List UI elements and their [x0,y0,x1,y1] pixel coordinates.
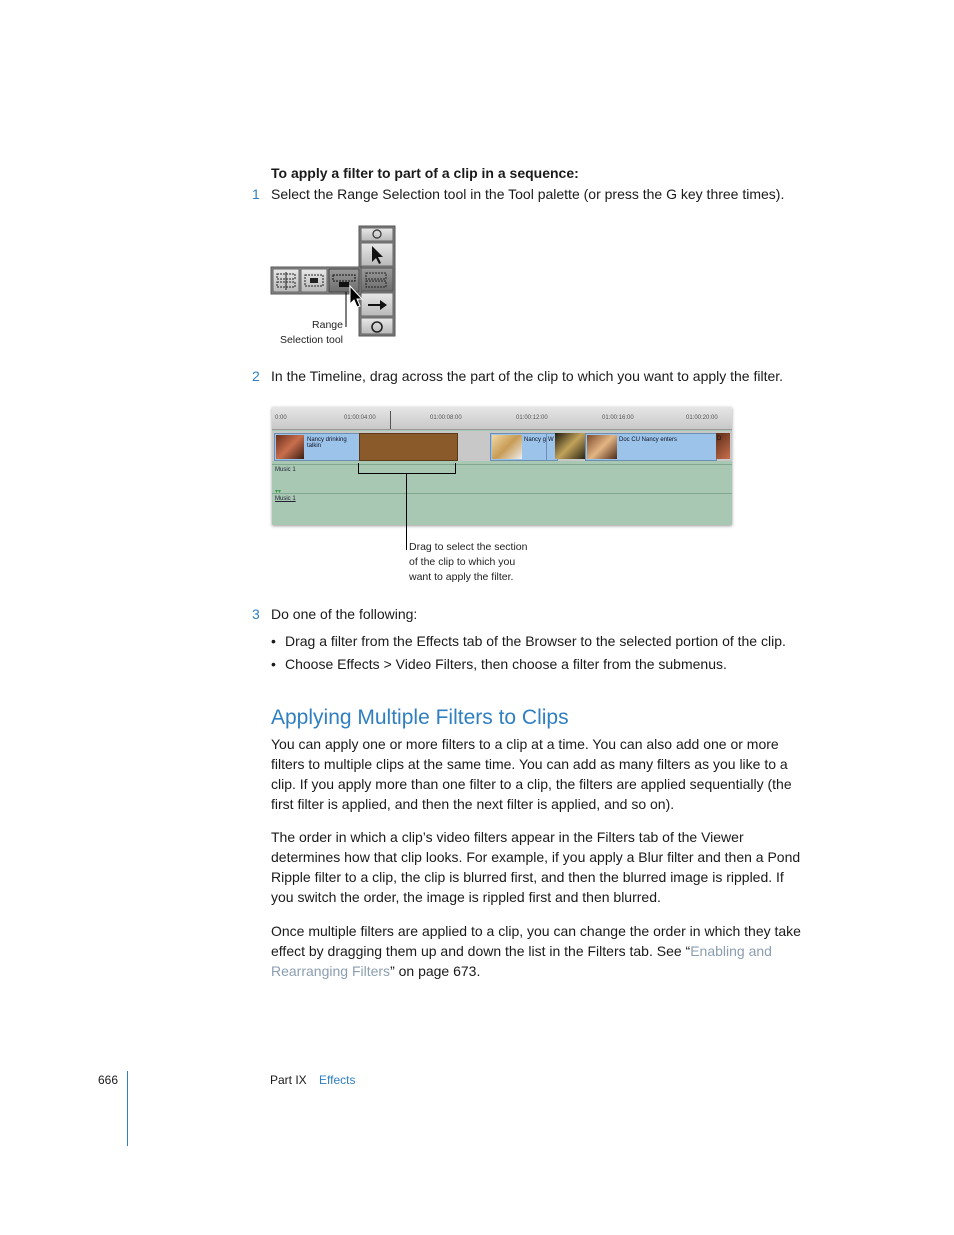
playhead[interactable] [390,411,391,429]
section-title: Applying Multiple Filters to Clips [271,706,569,729]
footer-part: Part IX [270,1073,307,1087]
cross-reference-link[interactable]: Rearranging Filters [271,963,391,979]
clip-thumbnail [587,435,617,459]
selection-bracket [358,463,456,474]
footer-section: Effects [319,1073,356,1087]
clip-thumbnail [276,435,304,459]
timeline-clip[interactable]: W [546,433,558,461]
paragraph-1: You can apply one or more filters to a clip at a time. You can also add one or more filters to multiple clips at the same time. You can add as many filters as you like to a clip. If you apply more than one filter to a clip, the filters are applied sequentially (the first filter is applied, and then the next filter is applied, and so on). [271,736,792,812]
audio-level-icon: ▾▾ [275,489,282,495]
timeline-clip[interactable]: Doc CU Nancy enters [585,433,717,461]
timeline-clip[interactable]: Nancy g [490,433,547,461]
bullet-item: Choose Effects > Video Filters, then choose a filter from the submenus. [285,656,727,672]
audio-track-1[interactable]: Music 1 [272,464,732,493]
timeline-ruler[interactable]: 0:00 01:00:04:00 01:00:08:00 01:00:12:00 01:00:16:00 01:00:20:00 [272,407,732,430]
step-2-number: 2 [252,368,260,384]
selected-range[interactable] [359,433,458,461]
timeline-figure [272,407,732,525]
bullet-marker: • [271,656,276,672]
procedure-heading: To apply a filter to part of a clip in a sequence: [271,165,579,181]
video-track [272,431,732,461]
range-tool-caption: Range Selection tool [279,319,343,346]
page-number: 666 [98,1073,119,1087]
clip-thumbnail [492,435,522,459]
step-2-text: In the Timeline, drag across the part of the clip to which you want to apply the filter. [271,368,784,384]
caption-leader-line [406,474,407,550]
audio-track-2[interactable]: Music 1 [272,493,732,522]
step-1-text: Select the Range Selection tool in the Tool palette (or press the G key three times). [271,186,785,202]
cross-reference-link[interactable]: Enabling and [690,943,772,959]
timeline-clip[interactable]: Nancy drinking talkin [274,433,361,461]
drag-caption: Drag to select the section of the clip to which you want to apply the filter. [409,541,528,583]
bullet-marker: • [271,633,276,649]
paragraph-3: Once multiple filters are applied to a clip, you can change the order in which they take effect by dragging them up and down the list in the Filters tab. See “Enabling and Rearranging Filters” on page 673. [271,923,801,979]
paragraph-2: The order in which a clip’s video filters appear in the Filters tab of the Viewer determines how that clip looks. For example, if you apply a Blur filter and then a Pond Ripple filter to a clip, the clip is blurred first, and then the blurred image is rippled. If you switch the order, the image is rippled first and then blurred. [271,829,801,905]
bullet-item: Drag a filter from the Effects tab of the Browser to the selected portion of the clip. [285,633,786,649]
timeline-clip[interactable]: D [716,433,730,459]
step-1-number: 1 [252,186,260,202]
clip-thumbnail[interactable] [555,433,585,459]
footer-rule [127,1071,128,1146]
step-3-text: Do one of the following: [271,606,418,622]
step-3-number: 3 [252,606,260,622]
